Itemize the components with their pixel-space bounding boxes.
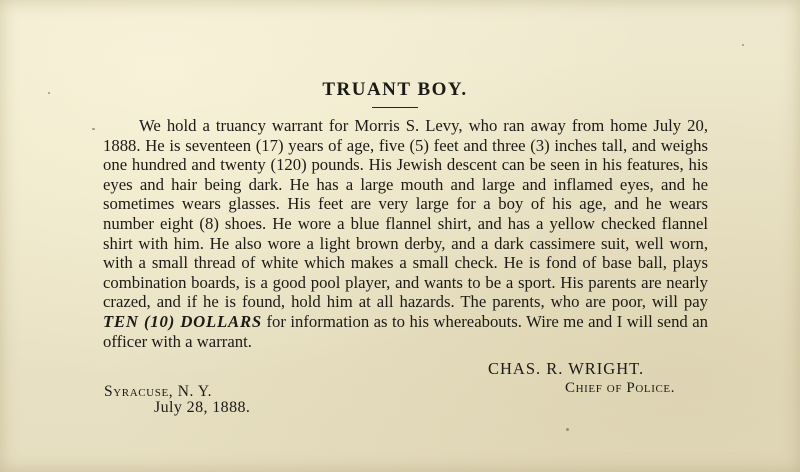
paper-speck [48, 92, 50, 94]
notice-body [103, 116, 708, 351]
signer-name: CHAS. R. WRIGHT. [488, 359, 645, 378]
reward-amount: TEN (10) DOLLARS [103, 311, 262, 331]
body-intro: We hold a truancy warrant for Morris S. Levy, who ran away from home July 20, 1888. He is seventeen (17) years of age, five (5) feet and three (3) inches tall, and weighs one hundred and twenty (120) pounds. His Jewish descent can be seen in his features, his eyes and hair being dark. He has a large mouth and large and inflamed eyes, and he sometimes wears glasses. His feet are very large for a boy of his age, and he wears number eight (8) shoes. He wore a blue flannel shirt, and has a yellow checked flannel shirt with him. He also wore a light brown derby, and a dark cassimere suit, well worn, with a small thread of white which makes a small check. He is fond of base ball, plays combination boards, is a good pool player, and wants to be a sport. His parents are nearly crazed, and if he is found, hold him at all hazards. The parents, who are poor, will pay [103, 116, 708, 312]
issue-place: Syracuse, N. Y. [104, 383, 213, 400]
paper-speck [742, 44, 744, 46]
signer-title: Chief of Police. [565, 380, 676, 396]
notice-title: TRUANT BOY. [322, 79, 468, 100]
paper-speck [566, 428, 569, 431]
paper-speck [92, 128, 95, 130]
title-underline [372, 107, 418, 108]
issue-date: July 28, 1888. [154, 399, 251, 416]
body-outro: for information as to his whereabouts. Wire me and I will send an officer with a warrant. [103, 311, 708, 351]
